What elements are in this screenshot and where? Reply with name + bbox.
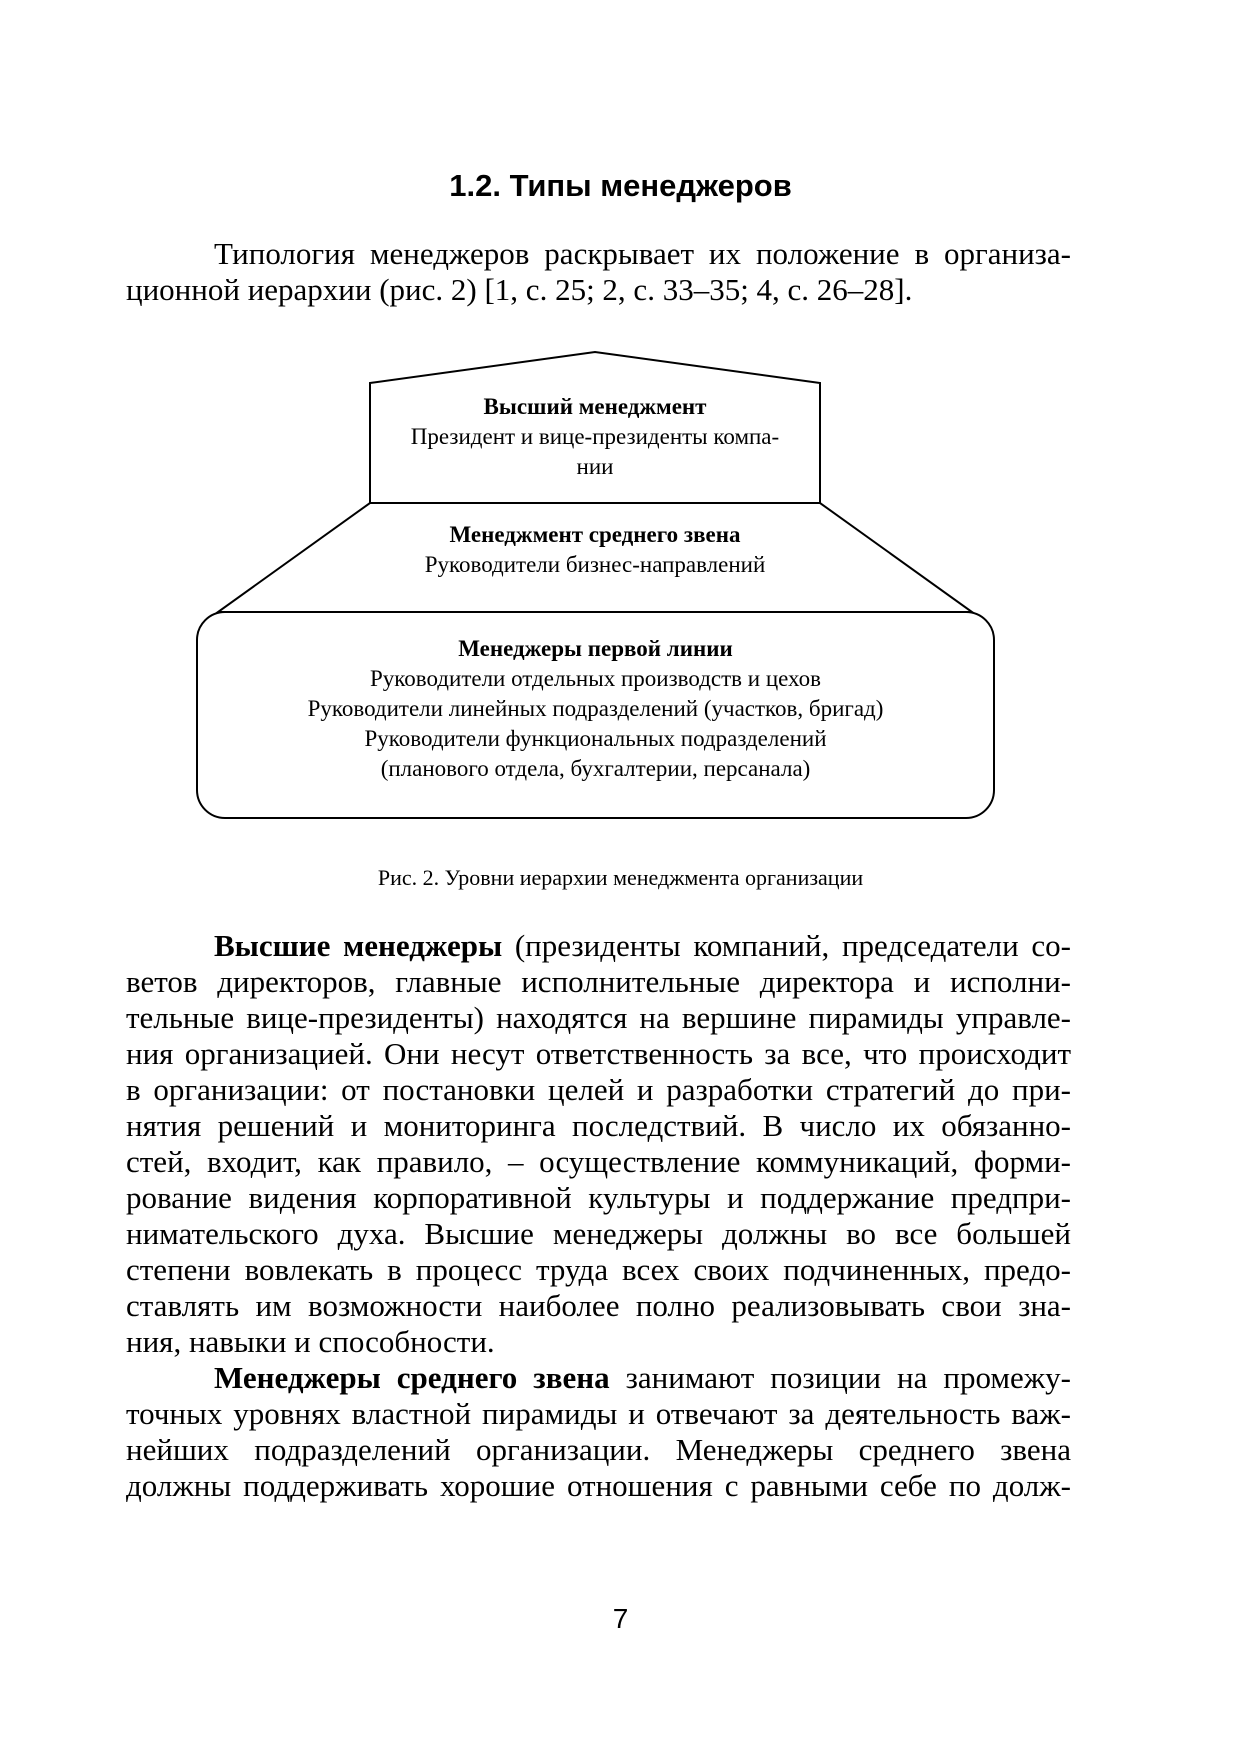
section-heading: 1.2. Типы менеджеров bbox=[449, 168, 792, 203]
first-line-text bbox=[197, 634, 994, 784]
paragraph-line: стей, входит, как правило, – осуществление коммуникаций, форми- bbox=[126, 1144, 1071, 1179]
paragraph-line: в организации: от постановки целей и разработки стратегий до при- bbox=[126, 1072, 1071, 1107]
intro-line-2: ционной иерархии (рис. 2) [1, с. 25; 2, с. 33–35; 4, с. 26–28]. bbox=[126, 272, 913, 307]
first-line-rest: (президенты компаний, председатели со- bbox=[502, 928, 1071, 963]
paragraph-line bbox=[126, 1360, 1071, 1396]
paragraph-line: нимательского духа. Высшие менеджеры должны во все большей bbox=[126, 1216, 1071, 1251]
paragraph-line: нейших подразделений организации. Менеджеры среднего звена bbox=[126, 1432, 1071, 1467]
paragraph-line: ставлять им возможности наиболее полно реализовывать свои зна- bbox=[126, 1288, 1071, 1323]
paragraph-line: рование видения корпоративной культуры и поддержание предпри- bbox=[126, 1180, 1071, 1215]
first-line-line: Руководители функциональных подразделений bbox=[364, 726, 827, 751]
first-line-title: Менеджеры первой линии bbox=[458, 636, 733, 661]
first-line-line: (планового отдела, бухгалтерии, персанала) bbox=[380, 756, 811, 781]
page-number: 7 bbox=[612, 1603, 629, 1634]
top-level-line: Президент и вице-президенты компа- bbox=[410, 424, 780, 449]
middle-level-text bbox=[300, 520, 890, 580]
first-line-line: Руководители линейных подразделений (участков, бригад) bbox=[307, 696, 884, 721]
top-level-title: Высший менеджмент bbox=[483, 394, 707, 419]
paragraph-line bbox=[126, 928, 1071, 964]
first-line-line: Руководители отдельных производств и цехов bbox=[369, 666, 822, 691]
intro-paragraph bbox=[126, 236, 1071, 308]
figure-caption: Рис. 2. Уровни иерархии менеджмента организации bbox=[377, 865, 864, 890]
paragraph-line: точных уровнях властной пирамиды и отвечают за деятельность важ- bbox=[126, 1396, 1071, 1431]
paragraph-top-managers bbox=[126, 928, 1071, 1360]
top-level-line: нии bbox=[576, 454, 614, 479]
paragraph-line: степени вовлекать в процесс труда всех своих подчиненных, предо- bbox=[126, 1252, 1071, 1287]
paragraph-line: ветов директоров, главные исполнительные директора и исполни- bbox=[126, 964, 1071, 999]
paragraph-line: ния, навыки и способности. bbox=[126, 1324, 495, 1359]
intro-line-1: Типология менеджеров раскрывает их положение в организа- bbox=[214, 236, 1071, 271]
bold-term: Менеджеры среднего звена bbox=[214, 1360, 610, 1395]
paragraph-line: ния организацией. Они несут ответственность за все, что происходит bbox=[126, 1036, 1071, 1071]
paragraph-line: тельные вице-президенты) находятся на вершине пирамиды управле- bbox=[126, 1000, 1071, 1035]
middle-level-title: Менеджмент среднего звена bbox=[449, 522, 741, 547]
top-level-text bbox=[370, 392, 820, 482]
paragraph-middle-managers bbox=[126, 1360, 1071, 1504]
bold-term: Высшие менеджеры bbox=[214, 928, 503, 963]
first-line-rest: занимают позиции на промежу- bbox=[609, 1360, 1072, 1395]
paragraph-line: должны поддерживать хорошие отношения с равными себе по долж- bbox=[126, 1468, 1071, 1503]
middle-level-line: Руководители бизнес-направлений bbox=[424, 552, 766, 577]
paragraph-line: нятия решений и мониторинга последствий. В число их обязанно- bbox=[126, 1108, 1071, 1143]
